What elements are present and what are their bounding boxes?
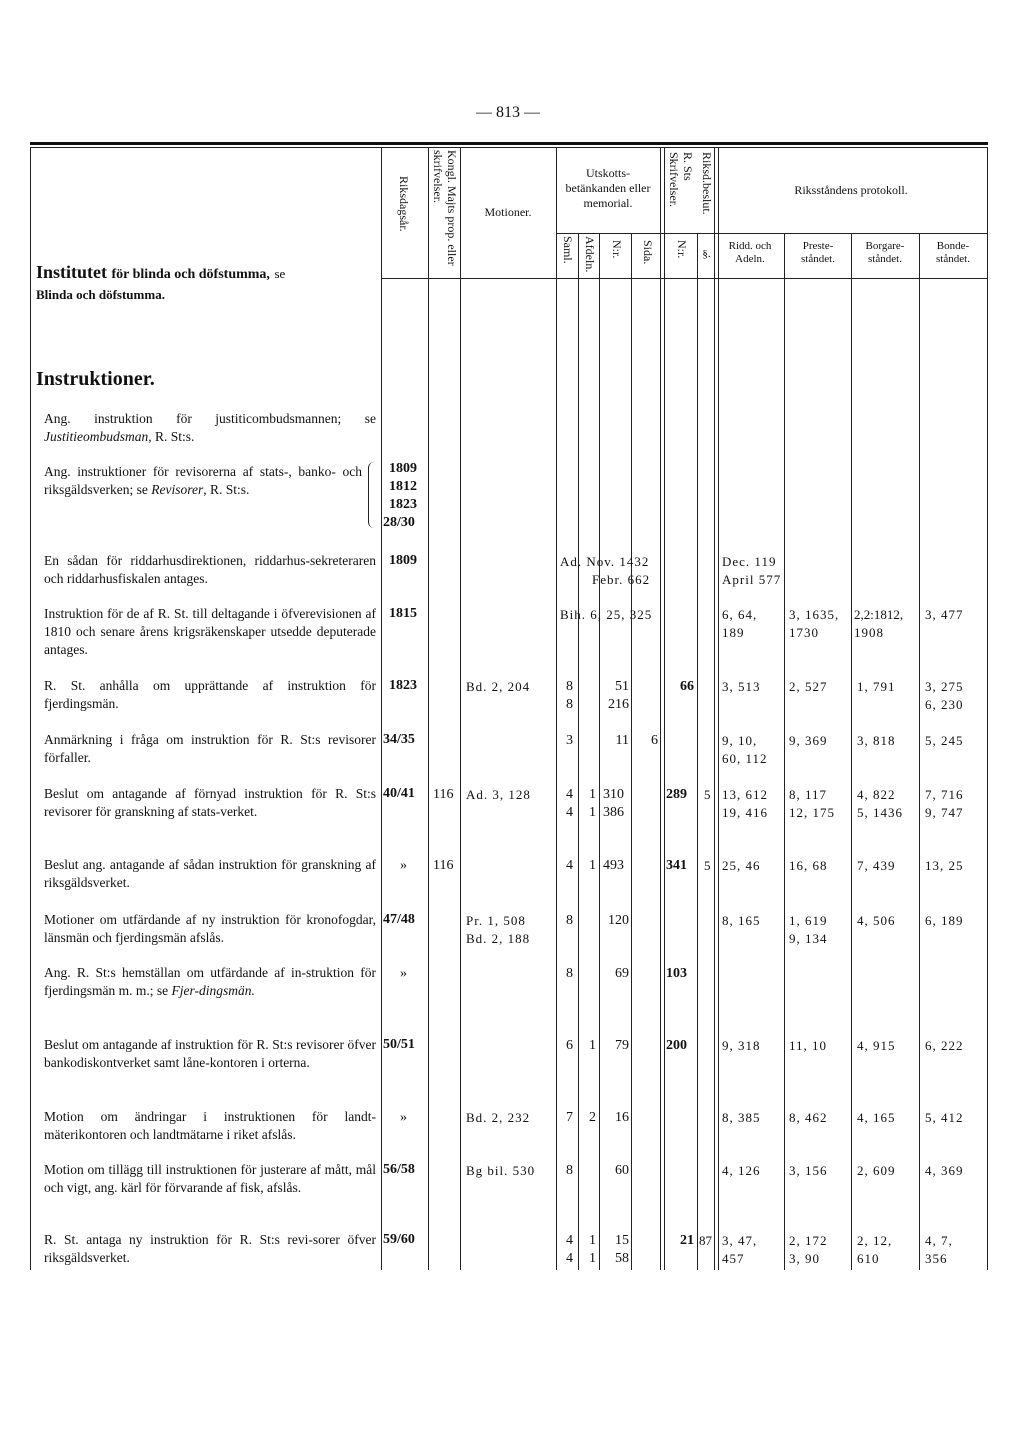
skrifvelse-nr: 289 — [666, 787, 687, 802]
borgare-ref: 1908 — [854, 625, 884, 640]
utskott-ref: Bih. 6, 25, 325 — [560, 607, 653, 622]
section1-title: Institutet för blinda och döfstumma, se — [36, 262, 286, 282]
skrifvelse-nr: 66 — [680, 679, 694, 694]
year: 28/30 — [383, 515, 415, 530]
saml: 8 — [566, 966, 573, 981]
motion-ref: Pr. 1, 508 — [466, 913, 526, 928]
motion-ref: Bg bil. 530 — [466, 1163, 536, 1178]
preste-ref: 3, 1635, — [789, 607, 840, 622]
borgare-ref: 2, 12, — [857, 1233, 893, 1248]
nr: 51 — [615, 679, 629, 694]
header-ridd: Ridd. och Adeln. — [728, 240, 772, 266]
preste-ref: 8, 462 — [789, 1110, 828, 1125]
borgare-ref: 5, 1436 — [857, 805, 903, 820]
afdeln: 2 — [589, 1110, 596, 1125]
ridd-ref: 6, 64, — [722, 607, 758, 622]
afdeln: 1 — [589, 1251, 596, 1266]
entry-description: R. St. anhålla om upprättande af instruktion för fjerdingsmän. — [44, 678, 376, 711]
col-line — [30, 147, 31, 1270]
ridd-ref: 25, 46 — [722, 858, 761, 873]
col-line — [460, 147, 461, 1270]
entry-description: R. St. antaga ny instruktion för R. St:s revi-sorer öfver riksgäldsverket. — [44, 1232, 376, 1265]
saml: 4 — [566, 787, 573, 802]
ridd-ref: 8, 165 — [722, 913, 761, 928]
nr: 310 — [603, 787, 624, 802]
header-nr-skr: N:r. — [674, 240, 689, 259]
bonde-ref: 4, 369 — [925, 1163, 964, 1178]
year: 50/51 — [383, 1037, 415, 1052]
borgare-ref: 7, 439 — [857, 858, 896, 873]
header-motioner: Motioner. — [484, 205, 532, 219]
ridd-ref: 13, 612 — [722, 787, 768, 802]
header-kongl: Kongl. Majts prop. eller skrifvelser. — [431, 150, 459, 266]
motion-ref: Bd. 2, 188 — [466, 931, 531, 946]
year: 1815 — [389, 606, 417, 621]
col-line — [381, 147, 382, 1270]
borgare-ref: 1, 791 — [857, 679, 896, 694]
bonde-ref: 9, 747 — [925, 805, 964, 820]
saml: 6 — [566, 1038, 573, 1053]
col-line — [631, 233, 632, 1270]
col-line — [556, 147, 557, 1270]
year: 59/60 — [383, 1232, 415, 1247]
preste-ref: 9, 369 — [789, 733, 828, 748]
preste-ref: 9, 134 — [789, 931, 828, 946]
afdeln: 1 — [589, 805, 596, 820]
header-riksdagsar: Riksdagsår. — [396, 176, 411, 232]
saml: 8 — [566, 697, 573, 712]
brace — [368, 462, 375, 528]
borgare-ref: 3, 818 — [857, 733, 896, 748]
header-nr-utsk: N:r. — [609, 240, 624, 259]
ridd-ref: 457 — [722, 1251, 745, 1266]
bonde-ref: 6, 222 — [925, 1038, 964, 1053]
col-line — [660, 147, 665, 1270]
afdeln: 1 — [589, 1233, 596, 1248]
preste-ref: 3, 156 — [789, 1163, 828, 1178]
ridd-ref: 4, 126 — [722, 1163, 761, 1178]
entry-description: Motioner om utfärdande af ny instruktion för kronofogdar, länsmän och fjerdingsmän afslås. — [44, 912, 376, 945]
borgare-ref: 4, 165 — [857, 1110, 896, 1125]
entry-description: Beslut ang. antagande af sådan instruktion för granskning af riksgäldsverket. — [44, 857, 376, 890]
paragraph: 5 — [704, 858, 712, 873]
col-line — [784, 233, 785, 1270]
ridd-ref: 9, 318 — [722, 1038, 761, 1053]
year: 34/35 — [383, 732, 415, 747]
utskott-ref: Febr. 662 — [592, 572, 651, 587]
entry-description: Beslut om antagande af förnyad instruktion för R. St:s revisorer för granskning af stats-verket. — [44, 786, 376, 819]
year: » — [400, 858, 407, 873]
ridd-ref: 3, 513 — [722, 679, 761, 694]
col-line — [851, 233, 852, 1270]
skrifvelse-nr: 103 — [666, 966, 687, 981]
header-borgare: Borgare-ståndet. — [865, 240, 905, 266]
sida: 6 — [651, 733, 658, 748]
bonde-ref: 3, 477 — [925, 607, 964, 622]
saml: 3 — [566, 733, 573, 748]
bonde-ref: 7, 716 — [925, 787, 964, 802]
nr: 11 — [615, 733, 629, 748]
borgare-ref: 2, 609 — [857, 1163, 896, 1178]
saml: 8 — [566, 1163, 573, 1178]
bonde-ref: 4, 7, — [925, 1233, 953, 1248]
header-riksd-beslut: Riksd.beslut. — [699, 152, 714, 215]
col-line — [428, 147, 429, 1270]
entry-description: Instruktion för de af R. St. till deltagande i öfverevisionen af 1810 och senare årens krigsräkenskaper utsedde deputerade antages. — [44, 606, 376, 657]
entry-description: Anmärkning i fråga om instruktion för R. St:s revisorer förfaller. — [44, 732, 376, 765]
entry-description: En sådan för riddarhusdirektionen, riddarhus-sekreteraren och riddarhusfiskalen antages. — [44, 553, 376, 586]
bonde-ref: 5, 245 — [925, 733, 964, 748]
nr: 58 — [615, 1251, 629, 1266]
header-riksstandens: Riksståndens protokoll. — [794, 183, 908, 197]
bonde-ref: 356 — [925, 1251, 948, 1266]
ridd-ref: 19, 416 — [722, 805, 768, 820]
kongl-ref: 116 — [433, 787, 454, 802]
year: 1812 — [389, 479, 417, 494]
bonde-ref: 5, 412 — [925, 1110, 964, 1125]
ridd-ref: 9, 10, — [722, 733, 758, 748]
header-rule — [30, 147, 988, 148]
afdeln: 1 — [589, 858, 596, 873]
col-line — [697, 233, 698, 1270]
skrifvelse-nr: 21 — [680, 1233, 694, 1248]
section1-sub: Blinda och döfstumma. — [36, 287, 165, 302]
section2-title: Instruktioner. — [36, 368, 155, 390]
afdeln: 1 — [589, 1038, 596, 1053]
saml: 4 — [566, 1233, 573, 1248]
saml: 8 — [566, 913, 573, 928]
header-r-sts-skrifvelser: R. Sts Skrifvelser. — [667, 152, 695, 207]
motion-ref: Bd. 2, 204 — [466, 679, 531, 694]
bonde-ref: 6, 230 — [925, 697, 964, 712]
borgare-ref: 2,2:1812, — [854, 607, 904, 622]
year: 1823 — [389, 497, 417, 512]
preste-ref: 16, 68 — [789, 858, 828, 873]
col-line — [919, 233, 920, 1270]
skrifvelse-nr: 200 — [666, 1038, 687, 1053]
afdeln: 1 — [589, 787, 596, 802]
header-bonde: Bonde-ståndet. — [936, 240, 970, 266]
year: 1809 — [389, 461, 417, 476]
nr: 79 — [615, 1038, 629, 1053]
skrifvelse-nr: 341 — [666, 858, 687, 873]
top-rule — [30, 142, 988, 145]
paragraph: 5 — [704, 787, 712, 802]
utskott-ref: Ad. Nov. 1432 — [560, 554, 650, 569]
header-preste: Preste-ståndet. — [801, 240, 835, 266]
header-section-mark: §. — [702, 248, 711, 260]
nr: 216 — [608, 697, 629, 712]
borgare-ref: 610 — [857, 1251, 880, 1266]
ridd-ref: April 577 — [722, 572, 782, 587]
preste-ref: 12, 175 — [789, 805, 835, 820]
entry-description: Ang. instruktion för justiticombudsmannen; se Justitieombudsman, R. St:s. — [44, 411, 376, 444]
preste-ref: 2, 172 — [789, 1233, 828, 1248]
entry-description: Ang. instruktioner för revisorerna af stats-, banko- och riksgäldsverken; se Revisorer, R. St:s. — [44, 464, 362, 497]
preste-ref: 11, 10 — [789, 1038, 828, 1053]
ridd-ref: 60, 112 — [722, 751, 768, 766]
nr: 120 — [608, 913, 629, 928]
header-rule — [556, 233, 988, 234]
saml: 4 — [566, 858, 573, 873]
nr: 15 — [615, 1233, 629, 1248]
page-number: — 813 — — [476, 104, 540, 121]
year: » — [400, 966, 407, 981]
year: 1809 — [389, 553, 417, 568]
header-utskotts: Utskotts-betänkanden eller memorial. — [565, 166, 651, 210]
saml: 4 — [566, 1251, 573, 1266]
year: » — [400, 1110, 407, 1125]
ridd-ref: Dec. 119 — [722, 554, 777, 569]
borgare-ref: 4, 915 — [857, 1038, 896, 1053]
kongl-ref: 116 — [433, 858, 454, 873]
paragraph: 87 — [699, 1233, 712, 1248]
ridd-ref: 189 — [722, 625, 745, 640]
year: 40/41 — [383, 786, 415, 801]
header-rule — [381, 278, 988, 279]
entry-description: Motion om tillägg till instruktionen för justerare af mått, mål och vigt, ang. kärl för förvarande af fisk, afslås. — [44, 1162, 376, 1195]
year: 1823 — [389, 678, 417, 693]
entry-description: Motion om ändringar i instruktionen för landt-mäterikontoren och landtmätarne i riket afslås. — [44, 1109, 376, 1142]
nr: 386 — [603, 805, 624, 820]
bonde-ref: 6, 189 — [925, 913, 964, 928]
col-line — [987, 147, 988, 1270]
entry-description: Ang. R. St:s hemställan om utfärdande af in-struktion för fjerdingsmän m. m.; se Fjer-dingsmän. — [44, 965, 376, 998]
nr: 69 — [615, 966, 629, 981]
header-afdeln: Afdeln. — [582, 236, 597, 273]
preste-ref: 1730 — [789, 625, 819, 640]
saml: 7 — [566, 1110, 573, 1125]
ridd-ref: 3, 47, — [722, 1233, 758, 1248]
bonde-ref: 13, 25 — [925, 858, 964, 873]
header-sida: Sida. — [640, 240, 655, 265]
motion-ref: Bd. 2, 232 — [466, 1110, 531, 1125]
preste-ref: 1, 619 — [789, 913, 828, 928]
nr: 493 — [603, 858, 624, 873]
entry-description: Beslut om antagande af instruktion för R. St:s revisorer öfver bankodiskontverket samt låne-kontoren i orterna. — [44, 1037, 376, 1070]
ridd-ref: 8, 385 — [722, 1110, 761, 1125]
nr: 60 — [615, 1163, 629, 1178]
year: 56/58 — [383, 1162, 415, 1177]
borgare-ref: 4, 822 — [857, 787, 896, 802]
year: 47/48 — [383, 912, 415, 927]
saml: 8 — [566, 679, 573, 694]
borgare-ref: 4, 506 — [857, 913, 896, 928]
col-line — [714, 147, 719, 1270]
nr: 16 — [615, 1110, 629, 1125]
saml: 4 — [566, 805, 573, 820]
bonde-ref: 3, 275 — [925, 679, 964, 694]
preste-ref: 2, 527 — [789, 679, 828, 694]
motion-ref: Ad. 3, 128 — [466, 787, 531, 802]
header-saml: Saml. — [560, 236, 575, 264]
col-line — [578, 233, 579, 1270]
preste-ref: 3, 90 — [789, 1251, 820, 1266]
preste-ref: 8, 117 — [789, 787, 828, 802]
